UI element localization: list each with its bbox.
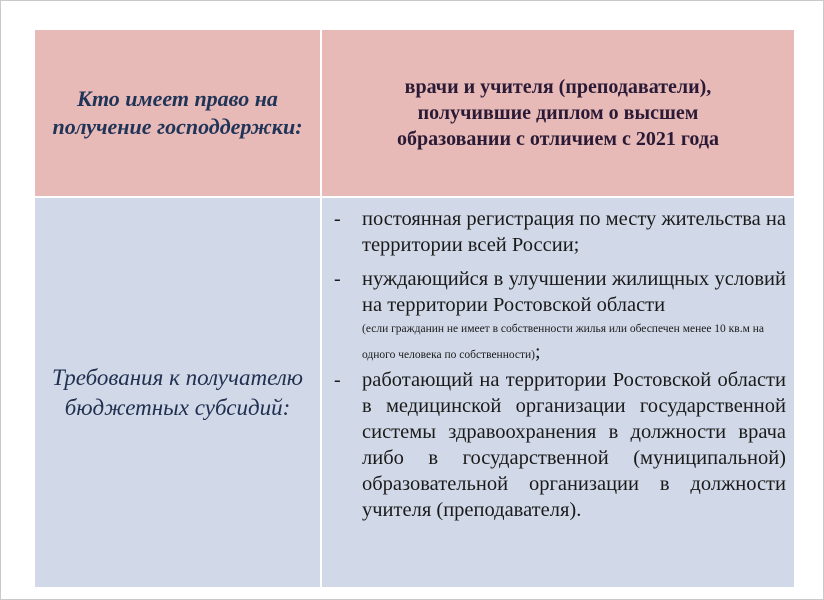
eligibility-value-cell <box>322 30 794 196</box>
requirements-list-cell <box>322 198 794 587</box>
requirements-label-cell <box>35 198 320 587</box>
requirement-item <box>334 206 786 258</box>
eligibility-label-cell <box>35 30 320 196</box>
requirement-note-text: (если гражданин не имеет в собственности жилья или обеспечен менее 10 кв.м на одного человека по собственности) <box>362 323 764 361</box>
requirements-list <box>334 206 786 523</box>
list-marker: - <box>334 369 341 391</box>
requirement-note <box>362 318 786 367</box>
requirement-item <box>334 266 786 367</box>
eligibility-value: врачи и учителя (преподаватели), получившие диплом о высшем образовании с отличием с 2021 года <box>397 76 719 150</box>
requirements-label: Требования к получателю бюджетных субсидий: <box>52 364 303 420</box>
requirement-note-suffix: ; <box>535 341 541 363</box>
requirement-text: нуждающийся в улучшении жилищных условий на территории Ростовской области <box>362 268 786 316</box>
requirement-item <box>334 367 786 523</box>
requirement-text: работающий на территории Ростовской области в медицинской организации государственной системы здравоохранения в должности врача либо в государственной (муниципальной) образовательной организации в должности учителя (преподавателя). <box>362 369 786 521</box>
list-marker: - <box>334 208 341 230</box>
list-marker: - <box>334 268 341 290</box>
eligibility-label: Кто имеет право на получение господдержки: <box>52 86 303 139</box>
requirement-text: постоянная регистрация по месту жительства на территории всей России; <box>362 208 786 256</box>
